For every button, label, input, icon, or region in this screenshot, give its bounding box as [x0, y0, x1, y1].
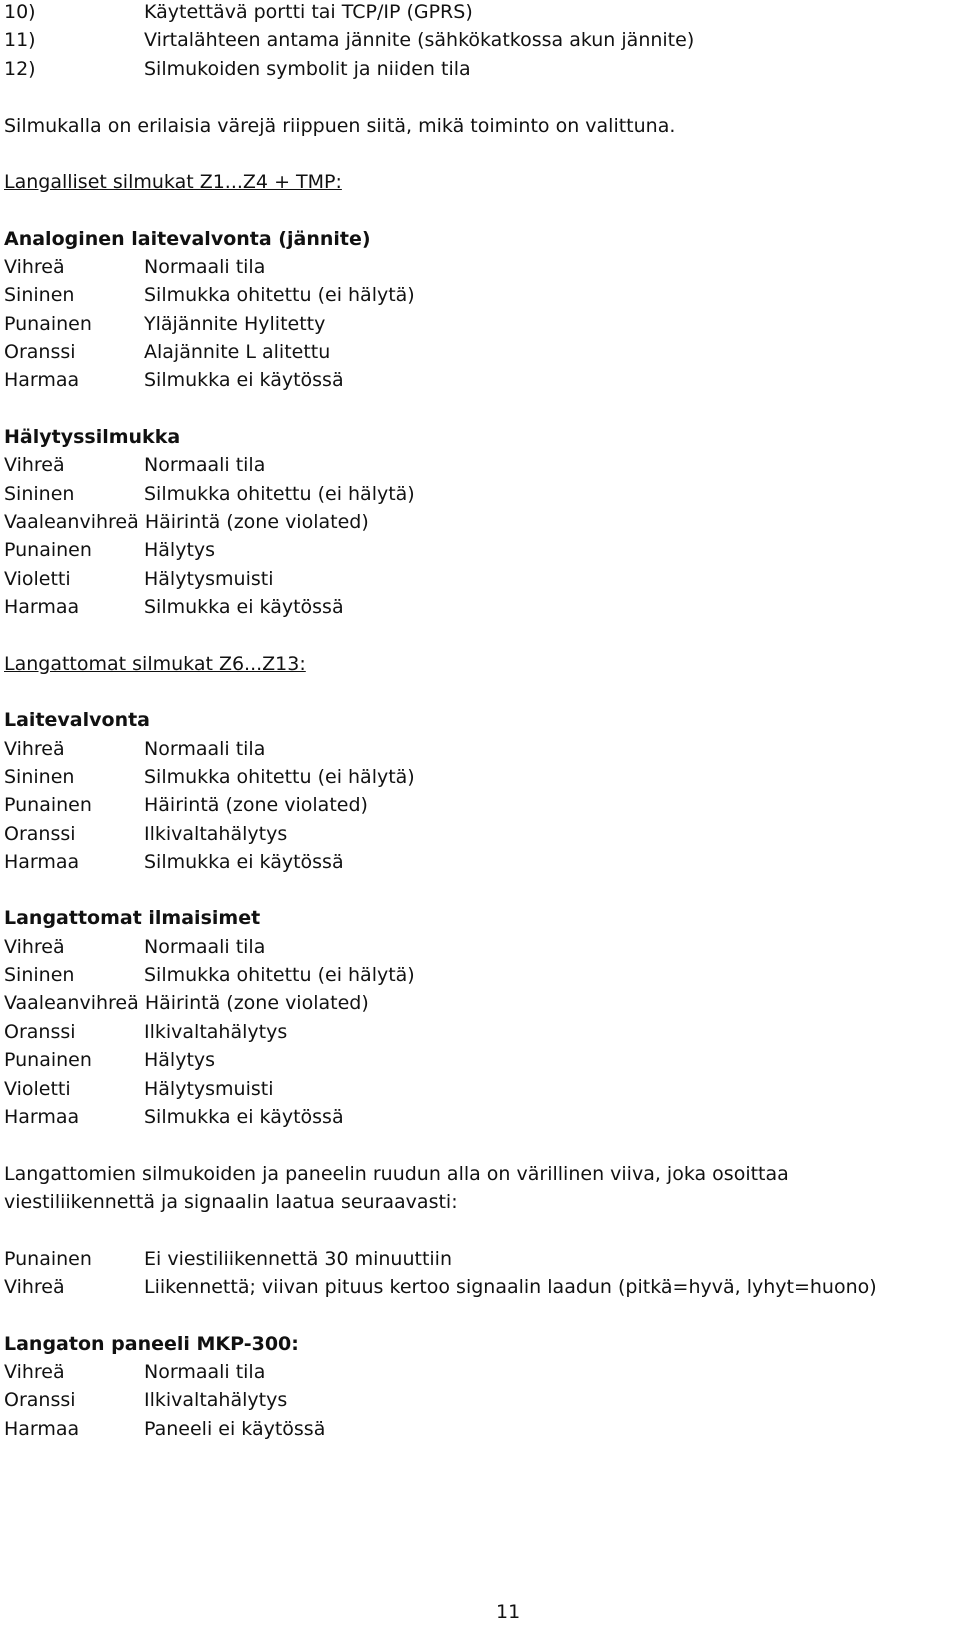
color-name: Sininen [4, 284, 75, 306]
list-text: Virtalähteen antama jännite (sähkökatkossa akun jännite) [144, 29, 695, 51]
color-name: Harmaa [4, 1106, 80, 1128]
state-description: Hälytys [144, 1049, 216, 1071]
wired-loops-heading: Langalliset silmukat Z1...Z4 + TMP: [4, 171, 342, 193]
legend-row [4, 935, 266, 959]
legend-row [4, 340, 331, 364]
color-name: Harmaa [4, 596, 80, 618]
wireless-detectors-heading: Langattomat ilmaisimet [4, 907, 261, 929]
alarm-loop-heading: Hälytyssilmukka [4, 426, 181, 448]
list-number: 11) [4, 29, 36, 51]
color-name: Harmaa [4, 1418, 80, 1440]
color-name: Vaaleanvihreä [4, 511, 139, 533]
legend-row [4, 283, 415, 307]
legend-row [4, 737, 266, 761]
color-name: Oranssi [4, 341, 76, 363]
legend-row [4, 1275, 877, 1299]
list-number: 10) [4, 1, 36, 23]
state-description: Silmukka ohitettu (ei hälytä) [144, 284, 415, 306]
legend-row [4, 312, 326, 336]
legend-row [4, 510, 369, 534]
legend-row [4, 595, 344, 619]
color-name: Vihreä [4, 738, 65, 760]
state-description: Silmukka ei käytössä [144, 851, 344, 873]
state-description: Ilkivaltahälytys [144, 823, 288, 845]
color-name: Oranssi [4, 1021, 76, 1043]
legend-row [4, 1417, 326, 1441]
legend-row [4, 991, 369, 1015]
color-name: Vihreä [4, 936, 65, 958]
state-description: Liikennettä; viivan pituus kertoo signaalin laadun (pitkä=hyvä, lyhyt=huono) [144, 1276, 877, 1298]
signal-paragraph-line: Langattomien silmukoiden ja paneelin ruudun alla on värillinen viiva, joka osoittaa [4, 1163, 789, 1185]
state-description: Hälytysmuisti [144, 1078, 274, 1100]
color-name: Punainen [4, 1049, 92, 1071]
color-name: Harmaa [4, 851, 80, 873]
state-description: Hälytys [144, 539, 216, 561]
color-name: Sininen [4, 483, 75, 505]
state-description: Yläjännite Hylitetty [144, 313, 326, 335]
legend-row [4, 482, 415, 506]
state-description: Ilkivaltahälytys [144, 1021, 288, 1043]
state-description: Silmukka ohitettu (ei hälytä) [144, 766, 415, 788]
legend-row [4, 1077, 274, 1101]
state-description: Normaali tila [144, 738, 266, 760]
list-item [4, 57, 471, 81]
page-number: 11 [496, 1601, 521, 1623]
color-name: Punainen [4, 539, 92, 561]
color-name: Vihreä [4, 1361, 65, 1383]
legend-row [4, 1360, 266, 1384]
list-number: 12) [4, 58, 36, 80]
state-description: Normaali tila [144, 454, 266, 476]
signal-paragraph-line: viestiliikennettä ja signaalin laatua seuraavasti: [4, 1191, 458, 1213]
color-name: Vaaleanvihreä [4, 992, 139, 1014]
list-item [4, 0, 473, 24]
color-name: Punainen [4, 313, 92, 335]
color-name: Punainen [4, 794, 92, 816]
list-item [4, 28, 695, 52]
legend-row [4, 850, 344, 874]
state-description: Normaali tila [144, 936, 266, 958]
state-description: Silmukka ei käytössä [144, 369, 344, 391]
color-name: Sininen [4, 766, 75, 788]
state-description: Normaali tila [144, 1361, 266, 1383]
state-description: Silmukka ohitettu (ei hälytä) [144, 964, 415, 986]
state-description: Ilkivaltahälytys [144, 1389, 288, 1411]
legend-row [4, 793, 368, 817]
color-name: Vihreä [4, 256, 65, 278]
state-description: Ei viestiliikennettä 30 minuuttiin [144, 1248, 452, 1270]
state-description: Normaali tila [144, 256, 266, 278]
state-description: Häirintä (zone violated) [144, 992, 369, 1014]
color-name: Harmaa [4, 369, 80, 391]
state-description: Silmukka ei käytössä [144, 596, 344, 618]
state-description: Silmukka ohitettu (ei hälytä) [144, 483, 415, 505]
list-text: Käytettävä portti tai TCP/IP (GPRS) [144, 1, 473, 23]
state-description: Silmukka ei käytössä [144, 1106, 344, 1128]
analog-heading: Analoginen laitevalvonta (jännite) [4, 228, 371, 250]
legend-row [4, 538, 216, 562]
color-name: Oranssi [4, 1389, 76, 1411]
state-description: Hälytysmuisti [144, 568, 274, 590]
wireless-panel-heading: Langaton paneeli MKP-300: [4, 1333, 299, 1355]
state-description: Paneeli ei käytössä [144, 1418, 326, 1440]
legend-row [4, 255, 266, 279]
color-name: Oranssi [4, 823, 76, 845]
device-monitoring-heading: Laitevalvonta [4, 709, 150, 731]
wireless-loops-heading: Langattomat silmukat Z6...Z13: [4, 653, 306, 675]
state-description: Alajännite L alitettu [144, 341, 331, 363]
legend-row [4, 1048, 216, 1072]
legend-row [4, 1388, 288, 1412]
state-description: Häirintä (zone violated) [144, 511, 369, 533]
legend-row [4, 822, 288, 846]
legend-row [4, 567, 274, 591]
legend-row [4, 765, 415, 789]
legend-row [4, 1247, 452, 1271]
state-description: Häirintä (zone violated) [144, 794, 368, 816]
list-text: Silmukoiden symbolit ja niiden tila [144, 58, 471, 80]
color-name: Vihreä [4, 454, 65, 476]
color-name: Violetti [4, 1078, 71, 1100]
legend-row [4, 963, 415, 987]
color-name: Sininen [4, 964, 75, 986]
legend-row [4, 368, 344, 392]
intro-paragraph: Silmukalla on erilaisia värejä riippuen siitä, mikä toiminto on valittuna. [4, 115, 676, 137]
color-name: Punainen [4, 1248, 92, 1270]
color-name: Violetti [4, 568, 71, 590]
legend-row [4, 1105, 344, 1129]
legend-row [4, 453, 266, 477]
color-name: Vihreä [4, 1276, 65, 1298]
legend-row [4, 1020, 288, 1044]
